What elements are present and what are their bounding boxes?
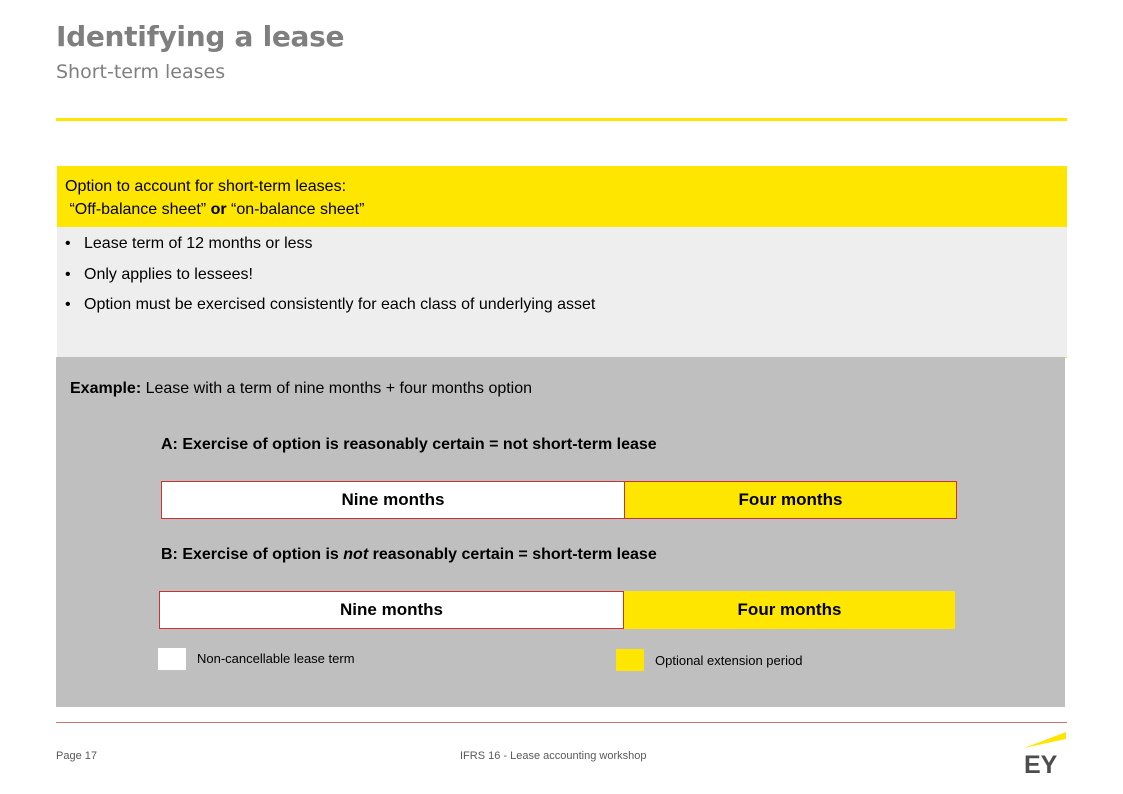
- legend-yellow-label: Optional extension period: [655, 653, 803, 668]
- example-text: Lease with a term of nine months + four months option: [145, 380, 533, 397]
- ey-logo-text: EY: [1024, 751, 1058, 776]
- option-bullets: [57, 227, 1067, 358]
- scenario-b-pre: B: Exercise of option is: [161, 546, 344, 563]
- bullet-text: Option must be exercised consistently for each class of underlying asset: [84, 296, 596, 313]
- footer-divider: [56, 722, 1067, 723]
- option-off-balance: “Off-balance sheet”: [69, 201, 207, 218]
- bullet-text: Only applies to lessees!: [84, 266, 253, 283]
- footer-title: IFRS 16 - Lease accounting workshop: [460, 750, 647, 762]
- scenario-a-title: A: Exercise of option is reasonably certain = not short-term lease: [161, 436, 657, 453]
- scenario-b-four-months-bar: Four months: [624, 591, 955, 629]
- option-header-line2: [65, 198, 1059, 221]
- option-on-balance: “on-balance sheet”: [231, 201, 365, 218]
- scenario-b-emphasis: not: [343, 546, 369, 563]
- scenario-b-post: reasonably certain = short-term lease: [368, 546, 657, 563]
- page-number: Page 17: [56, 750, 97, 762]
- option-or: or: [210, 201, 227, 218]
- legend-white-swatch: [158, 648, 186, 670]
- scenario-a-nine-months-bar: Nine months: [161, 481, 625, 519]
- ey-logo: [1022, 730, 1068, 776]
- title-divider: [56, 118, 1067, 121]
- page-subtitle: Short-term leases: [56, 61, 226, 83]
- scenario-b-nine-months-bar: Nine months: [159, 591, 624, 629]
- bullet-item: • Option must be exercised consistently for each class of underlying asset: [65, 296, 596, 313]
- example-label: Example:: [70, 380, 142, 397]
- bullet-text: Lease term of 12 months or less: [84, 235, 313, 252]
- bullet-item: • Lease term of 12 months or less: [65, 235, 313, 252]
- scenario-b-title: [161, 546, 657, 564]
- example-panel: [56, 357, 1065, 707]
- page-title: Identifying a lease: [56, 20, 345, 53]
- legend-yellow-swatch: [616, 649, 644, 671]
- option-header-line1: Option to account for short-term leases:: [65, 178, 347, 195]
- legend-white-label: Non-cancellable lease term: [197, 651, 355, 666]
- bullet-item: • Only applies to lessees!: [65, 266, 253, 283]
- scenario-a-four-months-bar: Four months: [625, 481, 957, 519]
- ey-logo-beam: [1024, 732, 1066, 748]
- example-line: [70, 380, 532, 398]
- option-header: [57, 166, 1067, 227]
